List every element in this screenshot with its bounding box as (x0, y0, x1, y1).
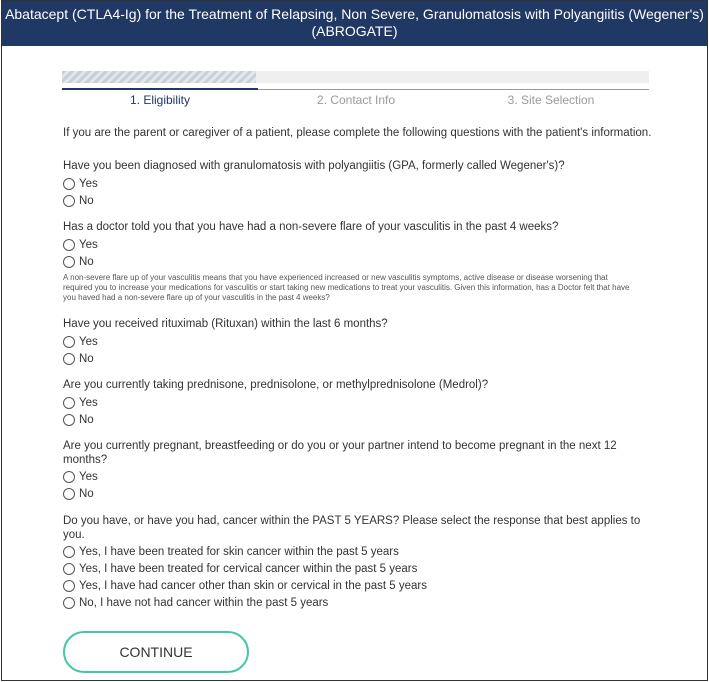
question-pregnancy (63, 439, 653, 467)
radio-button[interactable] (63, 597, 75, 609)
question-rituximab: Have you received rituximab (Rituxan) within the last 6 months? (63, 318, 388, 330)
radio-button[interactable] (63, 414, 75, 426)
radio-option-label: Yes (79, 239, 98, 251)
radio-option[interactable] (63, 178, 98, 190)
radio-option-label: Yes, I have been treated for skin cancer within the past 5 years (79, 546, 399, 558)
page-title-line-2: (ABROGATE) (311, 23, 398, 39)
radio-option[interactable] (63, 546, 399, 558)
step-contact-info[interactable]: 2. Contact Info (316, 93, 396, 107)
question-cancer-line-2: you. (63, 529, 85, 541)
radio-button[interactable] (63, 256, 75, 268)
radio-option[interactable] (63, 256, 94, 268)
question-non-severe-flare: Has a doctor told you that you have had a non-severe flare of your vasculitis in the past 4 weeks? (63, 221, 559, 233)
radio-option-label: No (79, 353, 94, 365)
step-site-selection[interactable]: 3. Site Selection (507, 93, 595, 107)
radio-option[interactable] (63, 353, 94, 365)
page-header (2, 1, 707, 46)
question-pregnancy-line-1: Are you currently pregnant, breastfeeding or do you or your partner intend to become pregnant in the next 12 (63, 440, 617, 452)
continue-button[interactable]: CONTINUE (63, 631, 249, 673)
radio-button[interactable] (63, 195, 75, 207)
radio-option-label: No (79, 488, 94, 500)
radio-option[interactable] (63, 239, 98, 251)
question-cancer-line-1: Do you have, or have you had, cancer within the PAST 5 YEARS? Please select the response that best applies to (63, 515, 641, 527)
radio-button[interactable] (63, 239, 75, 251)
radio-option-label: Yes, I have been treated for cervical cancer within the past 5 years (79, 563, 418, 575)
radio-button[interactable] (63, 336, 75, 348)
radio-button[interactable] (63, 471, 75, 483)
radio-option[interactable] (63, 195, 94, 207)
radio-option[interactable] (63, 597, 328, 609)
radio-option-label: Yes (79, 471, 98, 483)
form-window (1, 0, 708, 681)
radio-button[interactable] (63, 546, 75, 558)
radio-option-label: Yes, I have had cancer other than skin or cervical in the past 5 years (79, 580, 427, 592)
radio-button[interactable] (63, 178, 75, 190)
question-pregnancy-line-2: months? (63, 454, 108, 466)
progress-bar (62, 71, 649, 83)
radio-option[interactable] (63, 414, 94, 426)
page-title-line-1: Abatacept (CTLA4-Ig) for the Treatment of Relapsing, Non Severe, Granulomatosis with Polyangiitis (Wegener's) (5, 6, 704, 22)
radio-option[interactable] (63, 563, 417, 575)
radio-option-label: Yes (79, 397, 98, 409)
question-gpa-diagnosis: Have you been diagnosed with granulomatosis with polyangiitis (GPA, formerly called Wegener's)? (63, 160, 565, 172)
active-step-underline (62, 88, 258, 90)
radio-option-label: Yes (79, 178, 98, 190)
radio-option-label: No (79, 414, 94, 426)
radio-option[interactable] (63, 488, 94, 500)
radio-option[interactable] (63, 336, 98, 348)
radio-button[interactable] (63, 353, 75, 365)
question-steroids: Are you currently taking prednisone, prednisolone, or methylprednisolone (Medrol)? (63, 379, 489, 391)
radio-option[interactable] (63, 580, 427, 592)
radio-option[interactable] (63, 397, 98, 409)
radio-button[interactable] (63, 580, 75, 592)
radio-button[interactable] (63, 563, 75, 575)
steps-divider (258, 89, 649, 90)
radio-button[interactable] (63, 488, 75, 500)
step-eligibility[interactable]: 1. Eligibility (129, 93, 191, 107)
flare-definition-note: A non-severe flare up of your vasculitis means that you have experienced increased or new vasculitis symptoms, active disease or disease worsening that required you to increase your medications for vasculitis or start taking new medications to treat your vasculitis. Given this information, has a Doctor felt that have you haved had a non-severe flare up of your vasculitis in the past 4 weeks? (63, 273, 630, 302)
radio-option-label: Yes (79, 336, 98, 348)
radio-option-label: No, I have not had cancer within the past 5 years (79, 597, 329, 609)
question-cancer-history (63, 514, 653, 542)
radio-option-label: No (79, 195, 94, 207)
radio-button[interactable] (63, 397, 75, 409)
progress-bar-fill (62, 71, 256, 83)
radio-option[interactable] (63, 471, 98, 483)
radio-option-label: No (79, 256, 94, 268)
intro-text: If you are the parent or caregiver of a patient, please complete the following questions with the patient's information. (63, 127, 652, 139)
